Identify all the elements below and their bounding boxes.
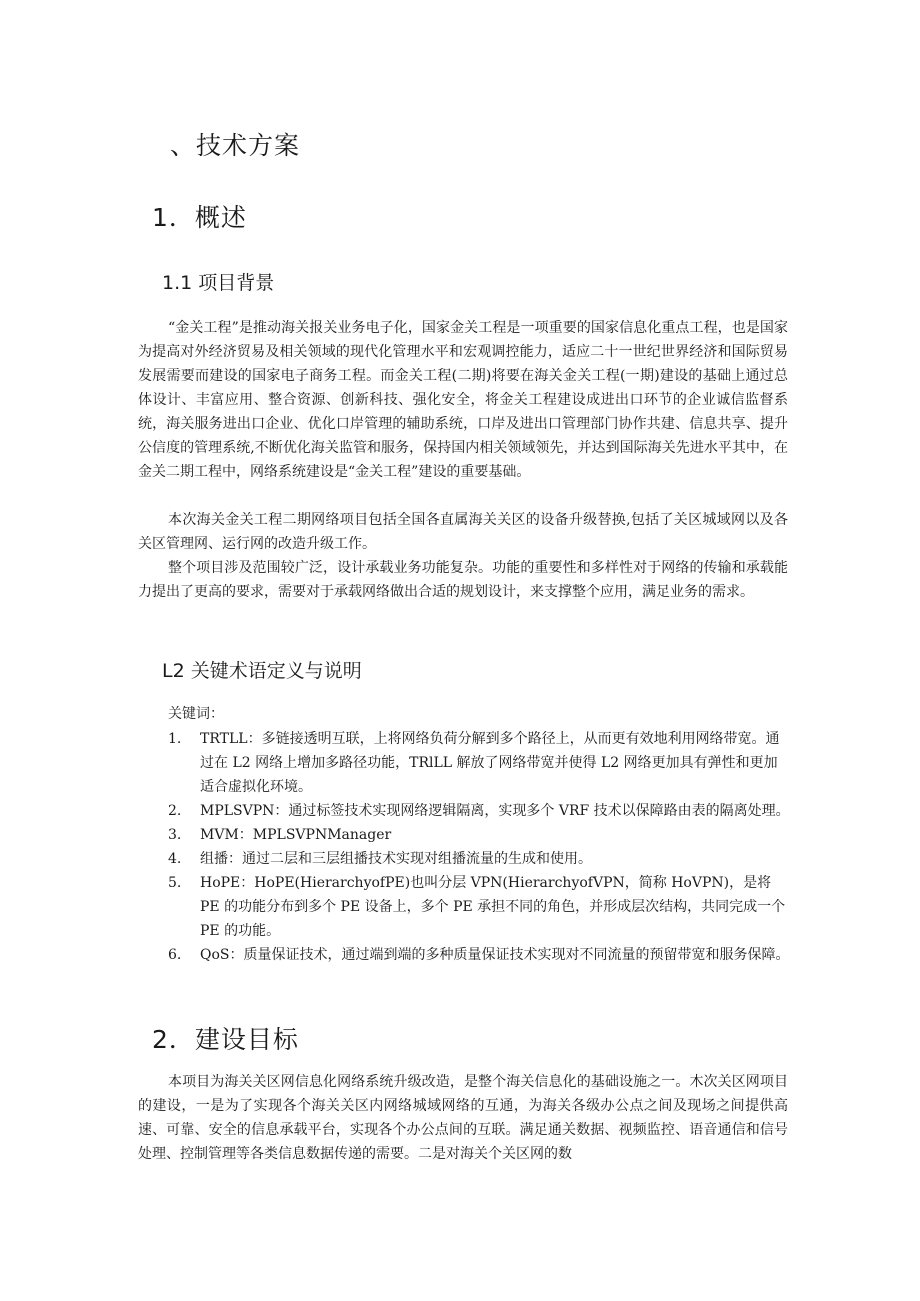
list-item-number: 3. bbox=[168, 827, 182, 843]
list-item-text: QoS：质量保证技术，通过端到端的多种质量保证技术实现对不同流量的预留带宽和服务保障。 bbox=[200, 947, 790, 963]
list-item-text: 组播：通过二层和三层组播技术实现对组播流量的生成和使用。 bbox=[200, 851, 592, 867]
list-item bbox=[168, 799, 790, 823]
section-title: 、技术方案 bbox=[170, 131, 301, 160]
list-item-text: HoPE：HoPE(HierarchyofPE)也叫分层 VPN(HierarchyofVPN，简称 HoVPN)，是将 PE 的功能分布到多个 PE 设备上，多个 PE 承担不同的角色，并形成层次结构，共同完成一个 PE 的功能。 bbox=[200, 875, 786, 939]
list-item-text: MVM：MPLSVPNManager bbox=[200, 827, 392, 843]
paragraph-background-3: 整个项目涉及范围较广泛，设计承载业务功能复杂。功能的重要性和多样性对于网络的传输和承载能力提出了更高的要求，需要对于承载网络做出合适的规划设计，来支撑整个应用，满足业务的需求。 bbox=[138, 560, 788, 600]
heading-construction-goals: 2．建设目标 bbox=[152, 1025, 299, 1054]
keywords-label: 关键词： bbox=[168, 706, 224, 722]
list-item bbox=[168, 943, 790, 967]
list-item-number: 2. bbox=[168, 803, 182, 819]
list-item bbox=[168, 871, 790, 943]
heading-overview: 1．概述 bbox=[152, 203, 247, 232]
paragraph-goals: 本项目为海关关区网信息化网络系统升级改造，是整个海关信息化的基础设施之一。木次关区网项目的建设，一是为了实现各个海关关区内网络城域网络的互通，为海关各级办公点之间及现场之间提供高速、可靠、安全的信息承载平台，实现各个办公点间的互联。满足通关数据、视频监控、语音通信和信号处理、控制管理等各类信息数据传递的需要。二是对海关个关区网的数 bbox=[138, 1074, 788, 1162]
paragraph-background-2: 本次海关金关工程二期网络项目包括全国各直属海关关区的设备升级替换,包括了关区城域网以及各关区管理网、运行网的改造升级工作。 bbox=[138, 512, 788, 552]
list-item-number: 4. bbox=[168, 851, 182, 867]
list-item-number: 5. bbox=[168, 875, 182, 891]
list-item-text: MPLSVPN：通过标签技术实现网络逻辑隔离，实现多个 VRF 技术以保障路由表的隔离处理。 bbox=[200, 803, 790, 819]
list-item-text: TRTLL：多链接透明互联，上将网络负荷分解到多个路径上，从而更有效地利用网络带宽。通过在 L2 网络上增加多路径功能，TRlLL 解放了网络带宽并使得 L2 网络更加具有弹性和更加适合虚拟化环境。 bbox=[200, 731, 780, 795]
heading-project-background: 1.1 项目背景 bbox=[162, 272, 275, 294]
list-item-number: 1. bbox=[168, 731, 182, 747]
list-item bbox=[168, 847, 790, 871]
paragraph-background-1: “金关工程”是推动海关报关业务电子化，国家金关工程是一项重要的国家信息化重点工程，也是国家为提高对外经济贸易及相关领域的现代化管理水平和宏观调控能力，适应二十一世纪世界经济和国际贸易发展需要而建设的国家电子商务工程。而金关工程(二期)将要在海关金关工程(一期)建设的基础上通过总体设计、丰富应用、整合资源、创新科技、强化安全，将金关工程建设成进出口环节的企业诚信监督系统，海关服务进出口企业、优化口岸管理的辅助系统，口岸及进出口管理部门协作共建、信息共享、提升公信度的管理系统,不断优化海关监管和服务，保持国内相关领域领先，并达到国际海关先进水平其中，在金关二期工程中，网络系统建设是“金关工程”建设的重要基础。 bbox=[138, 320, 788, 480]
terms-list bbox=[168, 727, 790, 967]
list-item-number: 6. bbox=[168, 947, 182, 963]
heading-key-terms: L2 关键术语定义与说明 bbox=[162, 660, 362, 682]
list-item bbox=[168, 823, 790, 847]
list-item bbox=[168, 727, 790, 799]
